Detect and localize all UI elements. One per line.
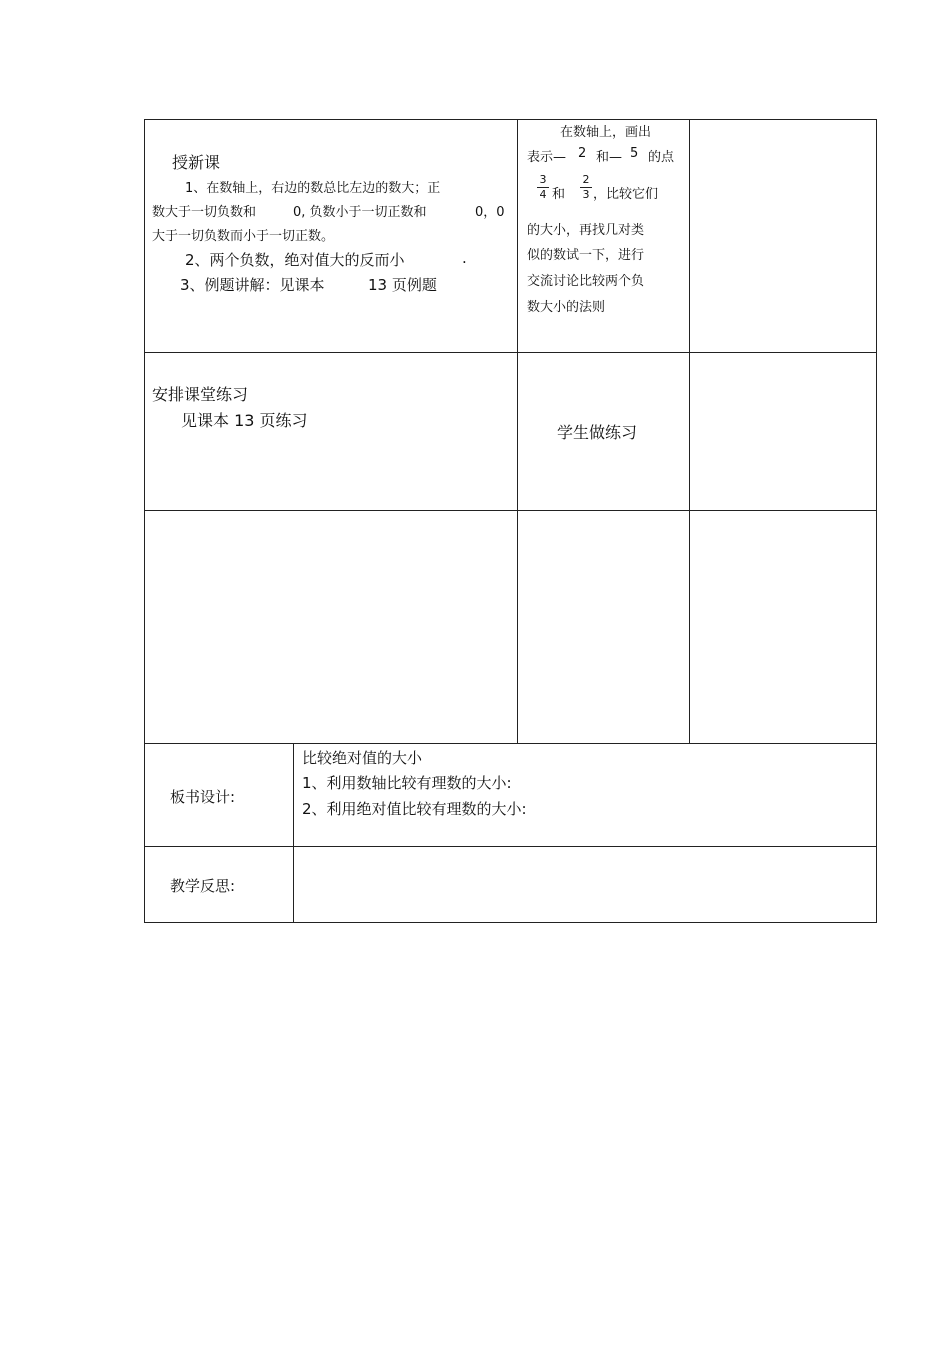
frac1-denominator: 4	[539, 188, 547, 201]
practice-detail: 见课本 13 页练习	[181, 411, 308, 430]
lesson-line2b: 0, 负数小于一切正数和	[293, 205, 427, 220]
activity-line2d: 5	[630, 146, 639, 161]
lesson-line2c: 0，0	[475, 205, 505, 220]
lesson-line5a: 3、例题讲解：见课本	[180, 276, 325, 294]
board-label: 板书设计:	[170, 788, 236, 806]
activity-line7: 数大小的法则	[527, 300, 606, 315]
activity-line1: 在数轴上，画出	[560, 125, 652, 140]
lesson-line3: 大于一切负数而小于一切正数。	[152, 229, 335, 244]
fraction-three-quarters	[537, 174, 549, 201]
board-title: 比较绝对值的大小	[302, 749, 423, 767]
row3-col2	[517, 510, 690, 744]
lesson-line4b: .	[462, 249, 467, 267]
fraction-two-thirds	[580, 174, 592, 201]
activity-line2a: 表示—	[527, 150, 567, 165]
row1-col3	[689, 119, 877, 353]
row2-col3	[689, 352, 877, 511]
activity-line2b: 2	[578, 146, 587, 161]
reflection-content-cell	[293, 846, 877, 923]
practice-student: 学生做练习	[557, 423, 638, 442]
reflection-label: 教学反思:	[170, 877, 236, 895]
board-item2: 2、利用绝对值比较有理数的大小:	[302, 800, 527, 818]
lesson-line5b: 13 页例题	[368, 276, 437, 294]
lesson-line2a: 数大于一切负数和	[152, 205, 257, 220]
activity-line3-tail: ，比较它们	[593, 187, 659, 202]
practice-heading: 安排课堂练习	[152, 385, 249, 404]
activity-line5: 似的数试一下，进行	[527, 248, 645, 263]
activity-and: 和	[552, 187, 566, 202]
row2-col1	[144, 352, 518, 511]
frac2-numerator: 2	[582, 173, 590, 186]
activity-line2c: 和—	[596, 150, 623, 165]
row3-col1	[144, 510, 518, 744]
row3-col3	[689, 510, 877, 744]
lesson-line4a: 2、两个负数，绝对值大的反而小	[185, 251, 405, 269]
activity-line6: 交流讨论比较两个负	[527, 274, 645, 289]
lesson-heading: 授新课	[172, 153, 221, 172]
activity-line2e: 的点	[648, 150, 675, 165]
lesson-line1: 1、在数轴上，右边的数总比左边的数大；正	[185, 181, 441, 196]
board-item1: 1、利用数轴比较有理数的大小:	[302, 774, 512, 792]
frac1-numerator: 3	[539, 173, 547, 186]
frac2-denominator: 3	[582, 188, 590, 201]
activity-line4: 的大小，再找几对类	[527, 223, 645, 238]
